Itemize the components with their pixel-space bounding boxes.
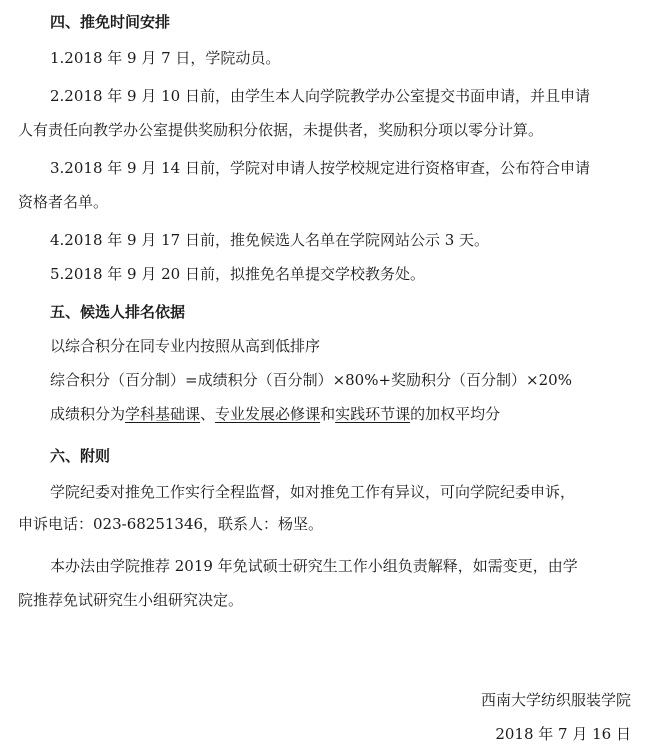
- signature-org: 西南大学纺织服装学院: [480, 691, 631, 709]
- section-6-heading: 六、附则: [50, 447, 111, 465]
- separator-2: 和: [320, 405, 336, 423]
- supervision-text: 学院纪委对推免工作实行全程监督，如对推免工作有异议，可向学院纪委申诉，: [50, 483, 576, 501]
- separator-1: 、: [200, 405, 216, 423]
- interpretation-text-cont: 院推荐免试研究生小组研究决定。: [18, 591, 244, 609]
- grade-score-suffix: 的加权平均分: [410, 405, 501, 423]
- course-basic-subject: 学科基础课: [125, 405, 201, 423]
- section-4-item-2-cont: 人有责任向教学办公室提供奖励积分依据，未提供者，奖励积分项以零分计算。: [18, 121, 544, 139]
- section-4-heading: 四、推免时间安排: [50, 13, 171, 31]
- interpretation-text: 本办法由学院推荐 2019 年免试硕士研究生工作小组负责解释，如需变更，由学: [50, 557, 578, 575]
- course-practice: 实践环节课: [335, 405, 411, 423]
- course-major-required: 专业发展必修课: [215, 405, 321, 423]
- complaint-contact: 申诉电话：023-68251346，联系人：杨坚。: [18, 515, 324, 533]
- grade-score-prefix: 成绩积分为: [50, 405, 126, 423]
- grade-score-definition: [50, 404, 500, 424]
- section-5-heading: 五、候选人排名依据: [50, 303, 186, 321]
- composite-score-formula: 综合积分（百分制）=成绩积分（百分制）×80%+奖励积分（百分制）×20%: [50, 371, 572, 389]
- signature-date: 2018 年 7 月 16 日: [495, 725, 631, 743]
- section-4-item-4: 4.2018 年 9 月 17 日前，推免候选人名单在学院网站公示 3 天。: [50, 231, 490, 249]
- section-4-item-3-cont: 资格者名单。: [18, 193, 109, 211]
- section-4-item-5: 5.2018 年 9 月 20 日前，拟推免名单提交学校教务处。: [50, 265, 425, 283]
- section-4-item-2: 2.2018 年 9 月 10 日前，由学生本人向学院教学办公室提交书面申请，并且申请: [50, 87, 590, 105]
- ranking-rule-text: 以综合积分在同专业内按照从高到低排序: [50, 337, 321, 355]
- section-4-item-1: 1.2018 年 9 月 7 日，学院动员。: [50, 49, 281, 67]
- section-4-item-3: 3.2018 年 9 月 14 日前，学院对申请人按学校规定进行资格审查，公布符合申请: [50, 159, 590, 177]
